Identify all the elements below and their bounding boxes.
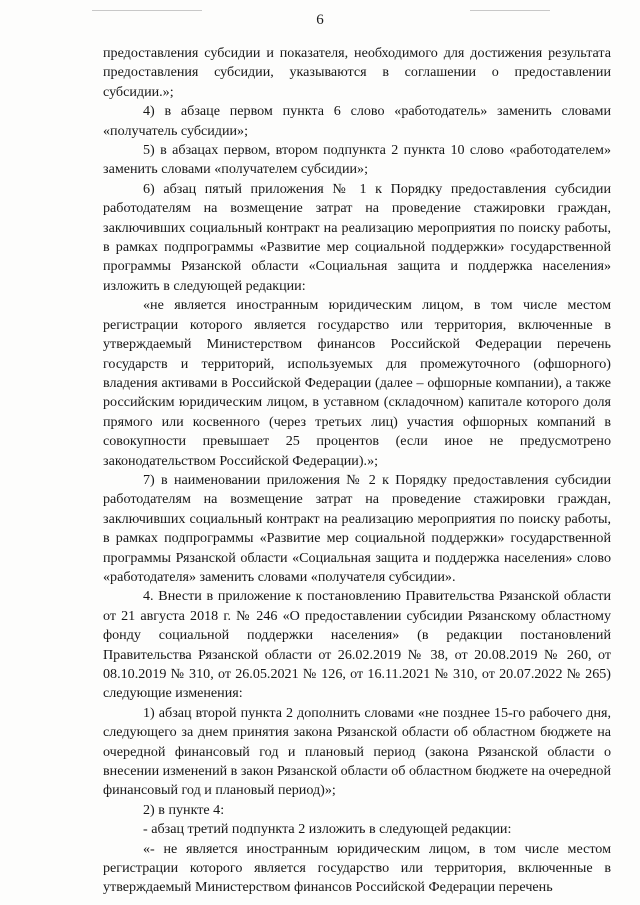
document-body <box>103 44 611 898</box>
paragraph-subitem-1: 1) абзац второй пункта 2 дополнить словами «не позднее 15-го рабочего дня, следующего за днем принятия закона Рязанской области об областном бюджете на очередной финансовый год и плановый период (закона Рязанской области о внесении изменений в закон Рязанской области об областном бюджете на очередной финансовый год и плановый период)»; <box>103 704 611 799</box>
paragraph-quoted-text-2: «- не является иностранным юридическим лицом, в том числе местом регистрации которого является государство или территория, включенные в утверждаемый Министерством финансов Российской Федерации перечень <box>103 840 611 896</box>
paragraph-item-5: 5) в абзацах первом, втором подпункта 2 пункта 10 слово «работодателем» заменить словами «получателем субсидии»; <box>103 142 611 178</box>
page-number: 6 <box>316 12 324 28</box>
paragraph-continuation: предоставления субсидии и показателя, необходимого для достижения результата предоставления субсидии, указываются в соглашении о предоставлении субсидии.»; <box>103 45 611 100</box>
paragraph-item-4: 4) в абзаце первом пункта 6 слово «работодатель» заменить словами «получатель субсидии»; <box>103 103 611 139</box>
paragraph-item-7: 7) в наименовании приложения № 2 к Порядку предоставления субсидии работодателям на возмещение затрат на проведение стажировки граждан, заключивших социальный контракт на реализацию мероприятия по поиску работы, в рамках подпрограммы «Развитие мер социальной поддержки» государственной программы Рязанской области «Социальная защита и поддержка населения» слово «работодателя» заменить словами «получателя субсидии». <box>103 471 611 585</box>
paragraph-dash-item: - абзац третий подпункта 2 изложить в следующей редакции: <box>143 821 512 838</box>
scan-artifact <box>92 10 202 11</box>
paragraph-subitem-2: 2) в пункте 4: <box>143 801 225 818</box>
paragraph-quoted-text: «не является иностранным юридическим лицом, в том числе местом регистрации которого является государство или территория, включенные в утверждаемый Министерством финансов Российской Федерации перечень государств и территорий, используемых для промежуточного (офшорного) владения активами в Российской Федерации (далее – офшорные компании), а также российским юридическим лицом, в уставном (складочном) капитале которого доля прямого или косвенного (через третьих лиц) участия офшорных компаний в совокупности превышает 25 процентов (если иное не предусмотрено законодательством Российской Федерации).»; <box>103 297 611 469</box>
paragraph-section-4: 4. Внести в приложение к постановлению Правительства Рязанской области от 21 августа 2018 г. № 246 «О предоставлении субсидии Рязанскому областному фонду социальной поддержки населения» (в редакции постановлений Правительства Рязанской области от 26.02.2019 № 38, от 20.08.2019 № 260, от 08.10.2019 № 310, от 26.05.2021 № 126, от 16.11.2021 № 310, от 20.07.2022 № 265) следующие изменения: <box>103 588 611 702</box>
scan-artifact <box>470 10 550 11</box>
paragraph-item-6: 6) абзац пятый приложения № 1 к Порядку предоставления субсидии работодателям на возмещение затрат на проведение стажировки граждан, заключивших социальный контракт на реализацию мероприятия по поиску работы, в рамках подпрограммы «Развитие мер социальной поддержки» государственной программы Рязанской области «Социальная защита и поддержка населения» изложить в следующей редакции: <box>103 180 611 294</box>
